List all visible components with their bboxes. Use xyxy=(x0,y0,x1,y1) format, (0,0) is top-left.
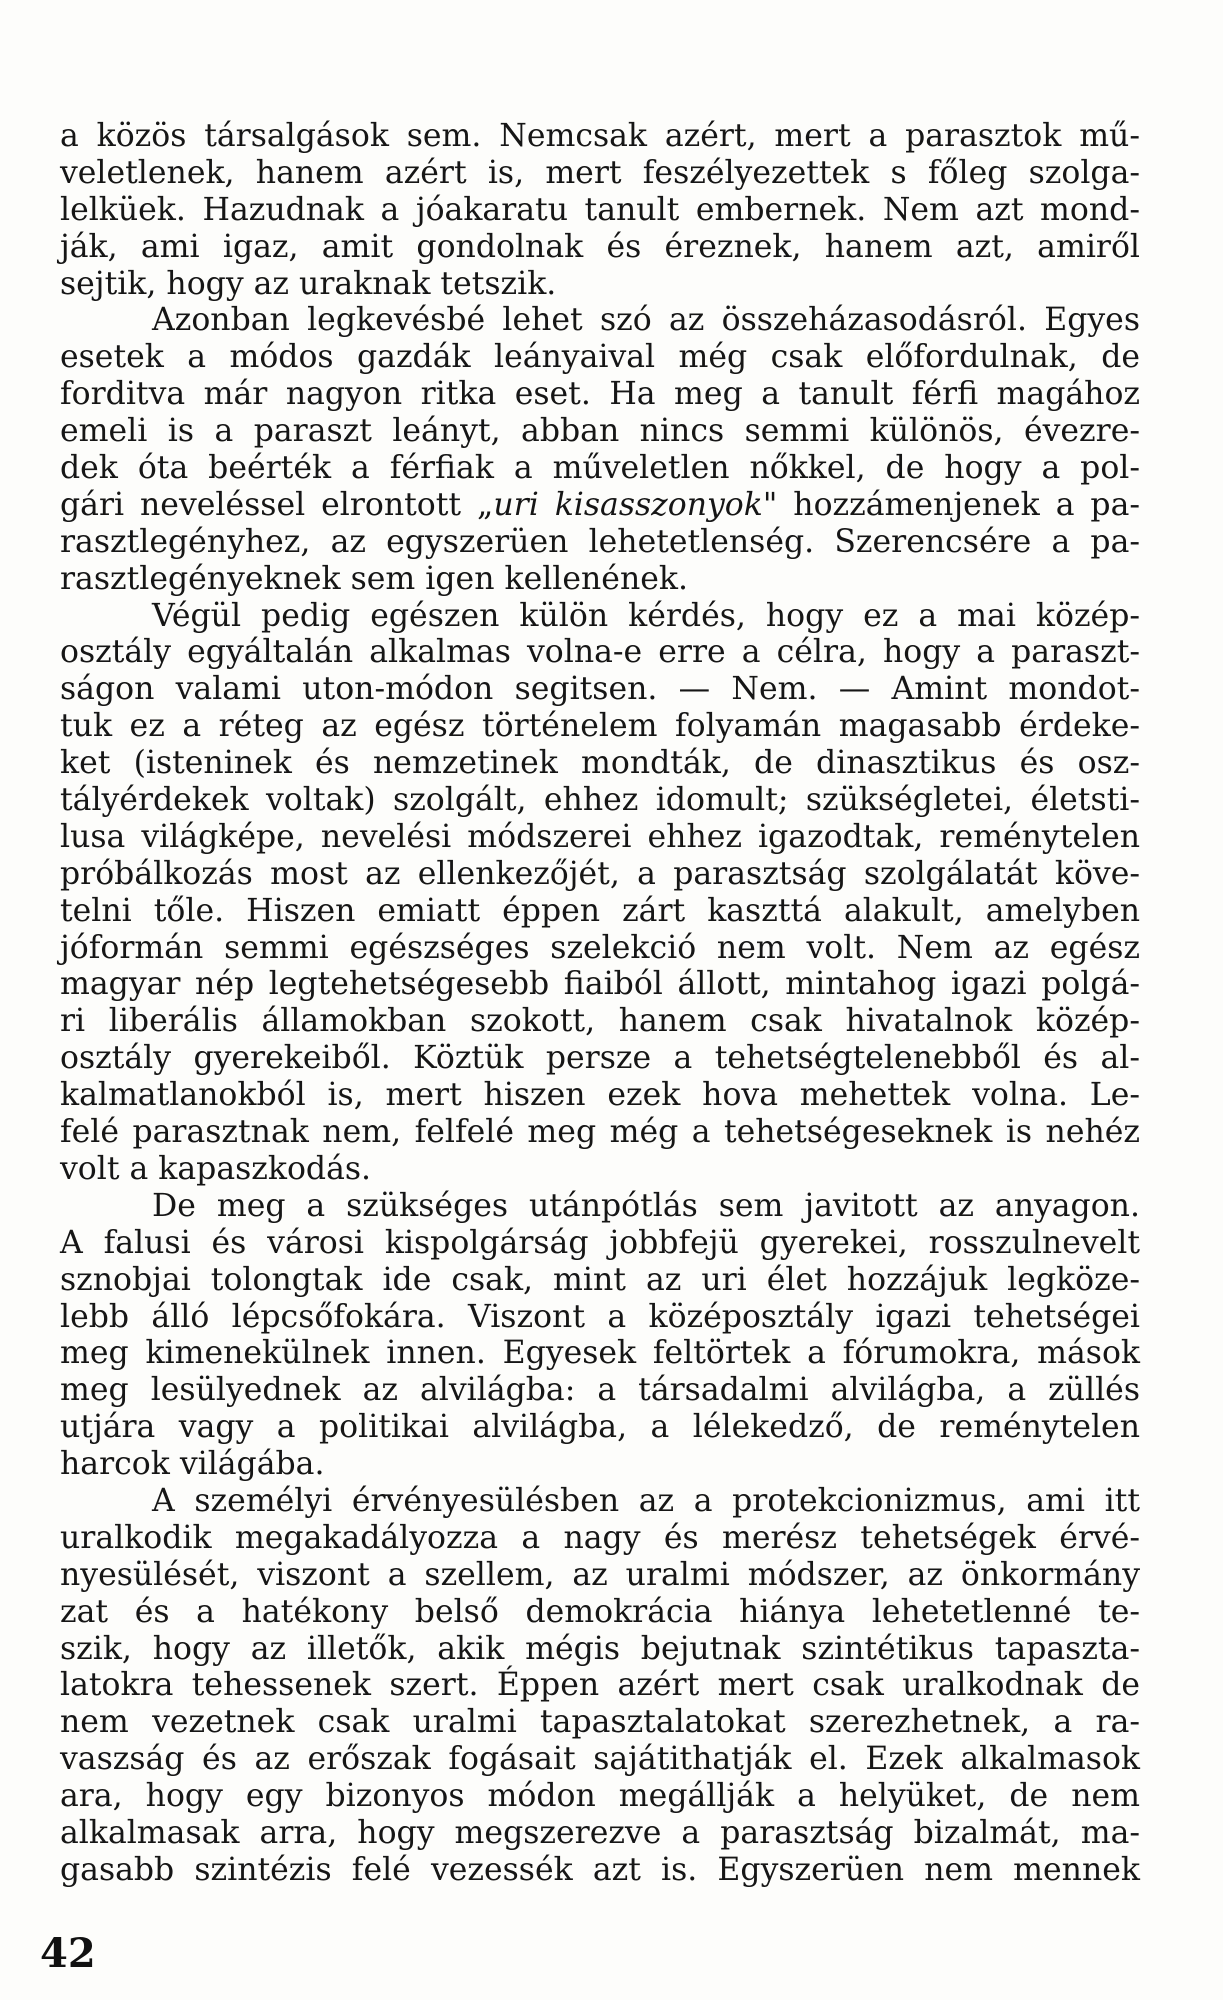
page-number: 42 xyxy=(40,1930,96,1977)
text-line: tályérdekek voltak) szolgált, ehhez idomult; szükségletei, életsti- xyxy=(60,782,1140,819)
text-line: ják, ami igaz, amit gondolnak és éreznek, hanem azt, amiről xyxy=(60,228,1140,265)
text-line: esetek a módos gazdák leányaival még csak előfordulnak, de xyxy=(60,339,1140,376)
text-line: telni tőle. Hiszen emiatt éppen zárt kaszttá alakult, amelyben xyxy=(60,892,1140,929)
text-line: Végül pedig egészen külön kérdés, hogy ez a mai közép- xyxy=(152,597,1140,634)
text-line: A személyi érvényesülésben az a protekcionizmus, ami itt xyxy=(152,1482,1140,1519)
text-line: forditva már nagyon ritka eset. Ha meg a tanult férfi magához xyxy=(60,376,1140,413)
text-line: emeli is a paraszt leányt, abban nincs semmi különös, évezre- xyxy=(60,413,1140,450)
text-line: utjára vagy a politikai alvilágba, a lélekedző, de reménytelen xyxy=(60,1409,1140,1446)
text-line: volt a kapaszkodás. xyxy=(60,1150,372,1187)
text-line: veletlenek, hanem azért is, mert feszélyezettek s főleg szolga- xyxy=(60,154,1140,191)
text-line: ara, hogy egy bizonyos módon megállják a helyüket, de nem xyxy=(60,1778,1140,1815)
text-line: a közös társalgások sem. Nemcsak azért, mert a parasztok mű- xyxy=(60,118,1140,154)
text-line: osztály gyerekeiből. Köztük persze a tehetségtelenebből és al- xyxy=(60,1040,1140,1077)
text-line: gasabb szintézis felé vezessék azt is. Egyszerüen nem mennek xyxy=(60,1851,1140,1888)
text-line: De meg a szükséges utánpótlás sem javitott az anyagon. xyxy=(152,1187,1140,1224)
text-segment: gári neveléssel elrontott „ xyxy=(60,486,494,523)
text-line: osztály egyáltalán alkalmas volna-e erre a célra, hogy a paraszt- xyxy=(60,634,1140,671)
text-line: tuk ez a réteg az egész történelem folyamán magasabb érdeke- xyxy=(60,708,1140,745)
text-line: sejtik, hogy az uraknak tetszik. xyxy=(60,265,557,302)
text-line: próbálkozás most az ellenkezőjét, a parasztság szolgálatát köve- xyxy=(60,855,1140,892)
text-segment: " hozzámenjenek a pa- xyxy=(762,486,1141,523)
text-line: meg lesülyednek az alvilágba: a társadalmi alvilágba, a züllés xyxy=(60,1372,1140,1409)
text-line: A falusi és városi kispolgárság jobbfejü gyerekei, rosszulnevelt xyxy=(60,1224,1140,1261)
text-line: harcok világába. xyxy=(60,1446,325,1483)
text-line: kalmatlanokból is, mert hiszen ezek hova mehettek volna. Le- xyxy=(60,1077,1140,1114)
text-line: nyesülését, viszont a szellem, az uralmi módszer, az önkormány xyxy=(60,1556,1140,1593)
body-text xyxy=(60,118,1140,1889)
emphasized-text: uri kisasszonyok xyxy=(493,486,763,523)
text-line: ket (isteninek és nemzetinek mondták, de dinasztikus és osz- xyxy=(60,745,1140,782)
text-line: rasztlegényhez, az egyszerüen lehetetlenség. Szerencsére a pa- xyxy=(60,523,1140,560)
text-line: uralkodik megakadályozza a nagy és merész tehetségek érvé- xyxy=(60,1519,1140,1556)
text-line: lebb álló lépcsőfokára. Viszont a középosztály igazi tehetségei xyxy=(60,1298,1140,1335)
text-line: szik, hogy az illetők, akik mégis bejutnak szintétikus tapaszta- xyxy=(60,1630,1140,1667)
text-line: alkalmasak arra, hogy megszerezve a parasztság bizalmát, ma- xyxy=(60,1814,1140,1851)
text-line: ságon valami uton-módon segitsen. — Nem. — Amint mondot- xyxy=(60,671,1140,708)
text-line: latokra tehessenek szert. Éppen azért mert csak uralkodnak de xyxy=(60,1667,1140,1704)
text-line: lelküek. Hazudnak a jóakaratu tanult embernek. Nem azt mond- xyxy=(60,191,1140,228)
text-line: meg kimenekülnek innen. Egyesek feltörtek a fórumokra, mások xyxy=(60,1335,1140,1372)
text-line: Azonban legkevésbé lehet szó az összeházasodásról. Egyes xyxy=(152,302,1140,339)
text-line: nem vezetnek csak uralmi tapasztalatokat szerezhetnek, a ra- xyxy=(60,1704,1140,1741)
text-line: zat és a hatékony belső demokrácia hiánya lehetetlenné te- xyxy=(60,1593,1140,1630)
text-line: felé parasztnak nem, felfelé meg még a tehetségeseknek is nehéz xyxy=(60,1114,1140,1151)
text-line: rasztlegényeknek sem igen kellenének. xyxy=(60,560,688,597)
text-line xyxy=(60,487,1140,524)
text-line: dek óta beérték a férfiak a műveletlen nőkkel, de hogy a pol- xyxy=(60,450,1140,487)
text-line: vaszság és az erőszak fogásait sajátithatják el. Ezek alkalmasok xyxy=(60,1741,1140,1778)
text-line: lusa világképe, nevelési módszerei ehhez igazodtak, reménytelen xyxy=(60,818,1140,855)
text-line: sznobjai tolongtak ide csak, mint az uri élet hozzájuk legköze- xyxy=(60,1261,1140,1298)
text-line: magyar nép legtehetségesebb fiaiból állott, mintahog igazi polgá- xyxy=(60,966,1140,1003)
text-line: jóformán semmi egészséges szelekció nem volt. Nem az egész xyxy=(60,929,1140,966)
text-line: ri liberális államokban szokott, hanem csak hivatalnok közép- xyxy=(60,1003,1140,1040)
